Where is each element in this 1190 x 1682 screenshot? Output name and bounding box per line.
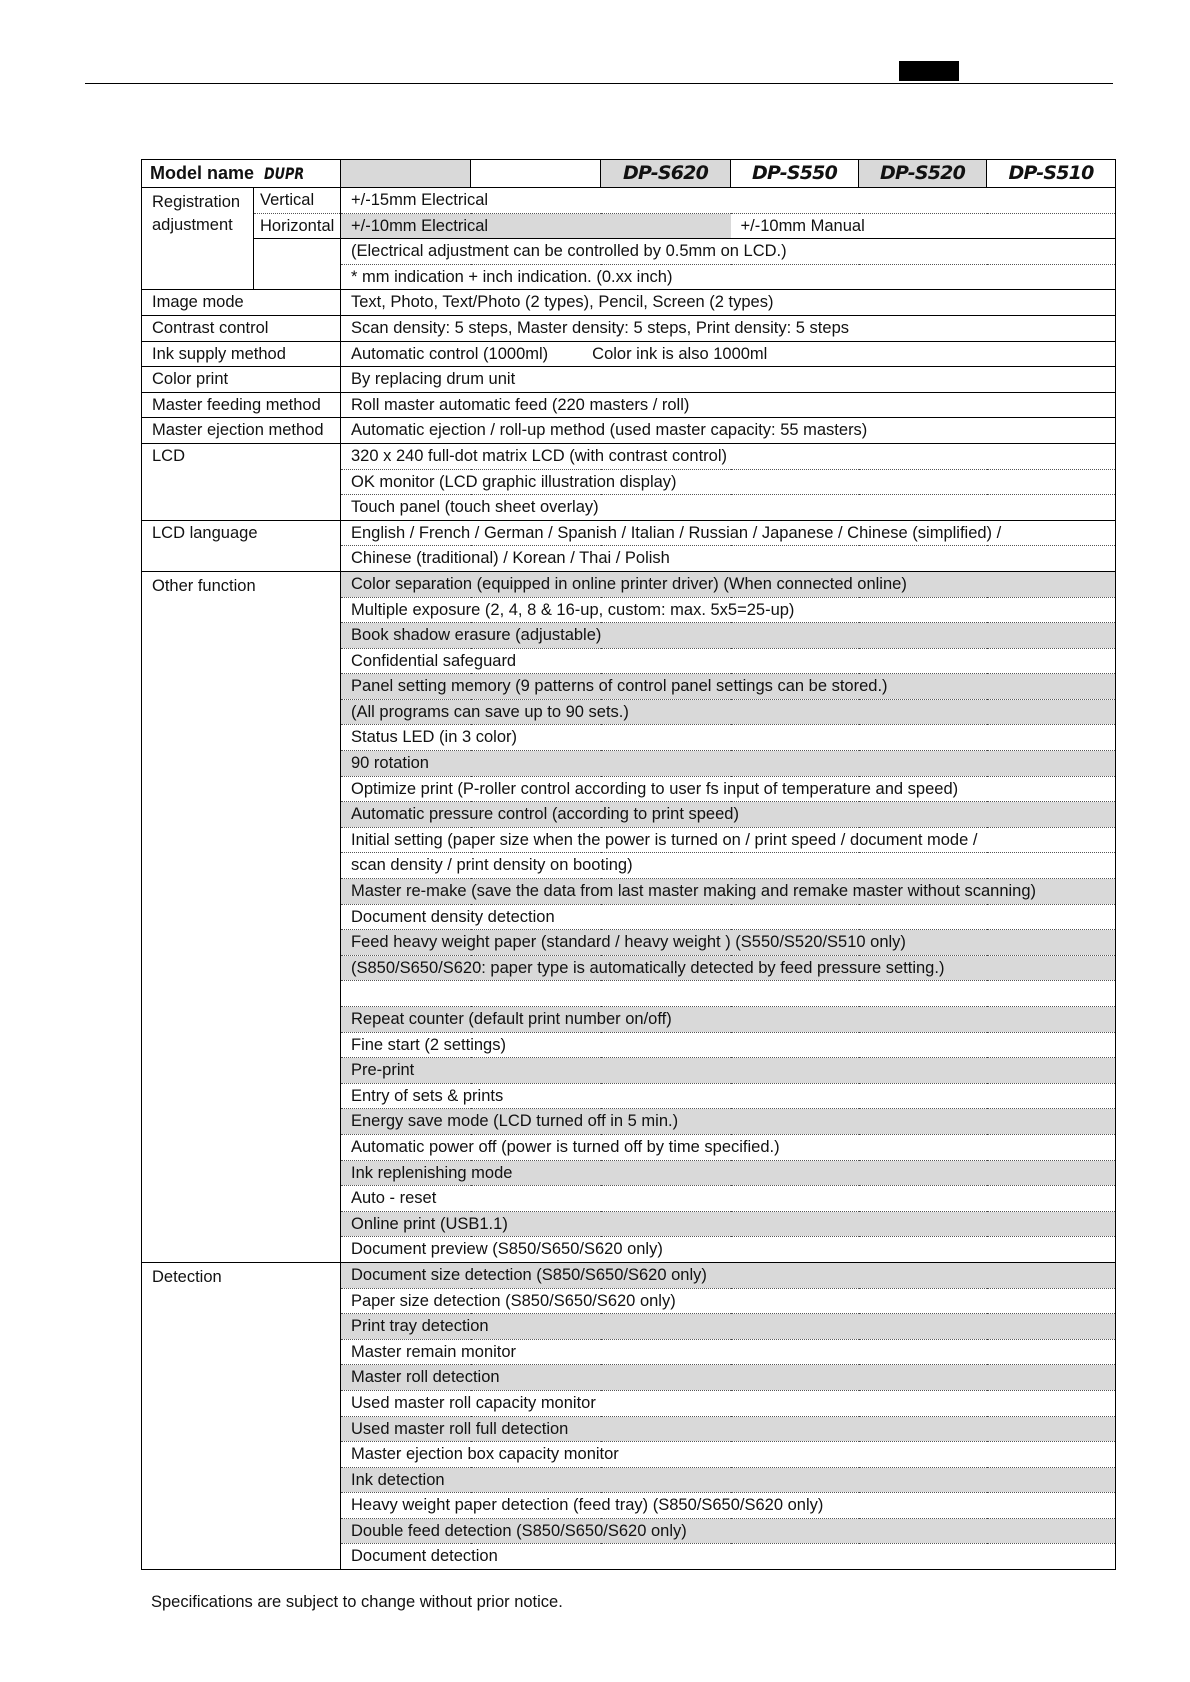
contrast-row	[142, 315, 1116, 341]
other_function-item: scan density / print density on booting)	[341, 853, 1116, 879]
other_function-item: Panel setting memory (9 patterns of control panel settings can be stored.)	[341, 674, 1116, 700]
lcd-label: LCD	[142, 443, 341, 520]
lcd_language-item: Chinese (traditional) / Korean / Thai / Polish	[341, 546, 1116, 572]
model-col-blank-2	[471, 160, 601, 188]
detection-item: Master roll detection	[341, 1365, 1116, 1391]
lcd-row	[142, 443, 1116, 469]
horizontal-value-electrical: +/-10mm Electrical	[341, 213, 731, 239]
other_function-item: Feed heavy weight paper (standard / heavy weight ) (S550/S520/S510 only)	[341, 930, 1116, 956]
other_function-row	[142, 571, 1116, 597]
other_function-item: Optimize print (P-roller control according to user fs input of temperature and speed)	[341, 776, 1116, 802]
detection-item: Paper size detection (S850/S650/S620 only)	[341, 1288, 1116, 1314]
lcd_language-label: LCD language	[142, 520, 341, 571]
other_function-item: Auto - reset	[341, 1186, 1116, 1212]
other_function-item: Initial setting (paper size when the power is turned on / print speed / document mode /	[341, 827, 1116, 853]
master-eject-label: Master ejection method	[142, 418, 341, 444]
other_function-item: Repeat counter (default print number on/off)	[341, 1007, 1116, 1033]
detection-label: Detection	[142, 1262, 341, 1569]
vertical-label: Vertical	[254, 188, 341, 214]
other_function-item: Automatic pressure control (according to print speed)	[341, 802, 1116, 828]
registration-horizontal-row	[142, 213, 1116, 239]
other_function-item: Book shadow erasure (adjustable)	[341, 623, 1116, 649]
model-col-s510: DP-S510	[987, 160, 1116, 188]
horizontal-value-manual: +/-10mm Manual	[731, 213, 1116, 239]
lcd-item: Touch panel (touch sheet overlay)	[341, 495, 1116, 521]
contrast-value: Scan density: 5 steps, Master density: 5 steps, Print density: 5 steps	[341, 315, 1116, 341]
master-feed-label: Master feeding method	[142, 392, 341, 418]
lcd_language-row	[142, 520, 1116, 546]
other_function-item: Automatic power off (power is turned off by time specified.)	[341, 1134, 1116, 1160]
lcd_language-item: English / French / German / Spanish / Italian / Russian / Japanese / Chinese (simplified) /	[341, 520, 1116, 546]
model-col-s620: DP-S620	[601, 160, 731, 188]
ink-supply-row	[142, 341, 1116, 367]
dupr-logo: DUPR	[264, 164, 305, 183]
ink-supply-value: Automatic control (1000ml) Color ink is also 1000ml	[341, 341, 1116, 367]
other_function-item: Document density detection	[341, 904, 1116, 930]
other_function-item: Status LED (in 3 color)	[341, 725, 1116, 751]
detection-item: Document size detection (S850/S650/S620 only)	[341, 1262, 1116, 1288]
color-print-label: Color print	[142, 367, 341, 393]
contrast-label: Contrast control	[142, 315, 341, 341]
model-col-blank-1	[341, 160, 471, 188]
vertical-value: +/-15mm Electrical	[341, 188, 1116, 214]
other_function-item: Entry of sets & prints	[341, 1083, 1116, 1109]
detection-item: Used master roll full detection	[341, 1416, 1116, 1442]
master-eject-value: Automatic ejection / roll-up method (used master capacity: 55 masters)	[341, 418, 1116, 444]
detection-item: Ink detection	[341, 1467, 1116, 1493]
other_function-label: Other function	[142, 571, 341, 1262]
registration-label: Registration adjustment	[142, 188, 254, 290]
registration-vertical-row	[142, 188, 1116, 214]
detection-item: Double feed detection (S850/S650/S620 only)	[341, 1518, 1116, 1544]
color-print-row	[142, 367, 1116, 393]
detection-item: Used master roll capacity monitor	[341, 1390, 1116, 1416]
other_function-item: Fine start (2 settings)	[341, 1032, 1116, 1058]
other_function-item: Confidential safeguard	[341, 648, 1116, 674]
other_function-item: Energy save mode (LCD turned off in 5 min.)	[341, 1109, 1116, 1135]
model-col-s550: DP-S550	[731, 160, 859, 188]
detection-row	[142, 1262, 1116, 1288]
other_function-item: Pre-print	[341, 1058, 1116, 1084]
other_function-item: (S850/S650/S620: paper type is automatically detected by feed pressure setting.)	[341, 955, 1116, 981]
page-tab-marker	[899, 61, 959, 81]
other_function-item: Multiple exposure (2, 4, 8 & 16-up, custom: max. 5x5=25-up)	[341, 597, 1116, 623]
other_function-item: (All programs can save up to 90 sets.)	[341, 699, 1116, 725]
header-row	[142, 160, 1116, 188]
header-rule	[85, 83, 1113, 84]
other_function-item	[341, 981, 1116, 1007]
other_function-item: Document preview (S850/S650/S620 only)	[341, 1237, 1116, 1263]
model-col-s520: DP-S520	[859, 160, 987, 188]
image-mode-label: Image mode	[142, 290, 341, 316]
other_function-item: Master re-make (save the data from last master making and remake master without scanning)	[341, 879, 1116, 905]
detection-item: Master remain monitor	[341, 1339, 1116, 1365]
detection-item: Heavy weight paper detection (feed tray) (S850/S650/S620 only)	[341, 1493, 1116, 1519]
registration-note-2: * mm indication + inch indication. (0.xx inch)	[341, 264, 1116, 290]
other_function-item: Online print (USB1.1)	[341, 1211, 1116, 1237]
ink-supply-label: Ink supply method	[142, 341, 341, 367]
footer-note: Specifications are subject to change without prior notice.	[151, 1593, 563, 1611]
detection-item: Print tray detection	[341, 1314, 1116, 1340]
master-feed-row	[142, 392, 1116, 418]
other_function-item: 90 rotation	[341, 751, 1116, 777]
other_function-item: Ink replenishing mode	[341, 1160, 1116, 1186]
horizontal-label: Horizontal	[254, 213, 341, 239]
image-mode-row	[142, 290, 1116, 316]
detection-item: Document detection	[341, 1544, 1116, 1570]
model-name-header: Model name DUPR	[142, 160, 341, 188]
lcd-item: OK monitor (LCD graphic illustration display)	[341, 469, 1116, 495]
color-print-value: By replacing drum unit	[341, 367, 1116, 393]
master-eject-row	[142, 418, 1116, 444]
registration-note-row	[142, 239, 1116, 265]
specification-table	[141, 159, 1116, 1570]
master-feed-value: Roll master automatic feed (220 masters / roll)	[341, 392, 1116, 418]
image-mode-value: Text, Photo, Text/Photo (2 types), Pencil, Screen (2 types)	[341, 290, 1116, 316]
registration-note-row	[142, 264, 1116, 290]
other_function-item: Color separation (equipped in online printer driver) (When connected online)	[341, 571, 1116, 597]
detection-item: Master ejection box capacity monitor	[341, 1442, 1116, 1468]
lcd-item: 320 x 240 full-dot matrix LCD (with contrast control)	[341, 443, 1116, 469]
registration-note-1: (Electrical adjustment can be controlled by 0.5mm on LCD.)	[341, 239, 1116, 265]
